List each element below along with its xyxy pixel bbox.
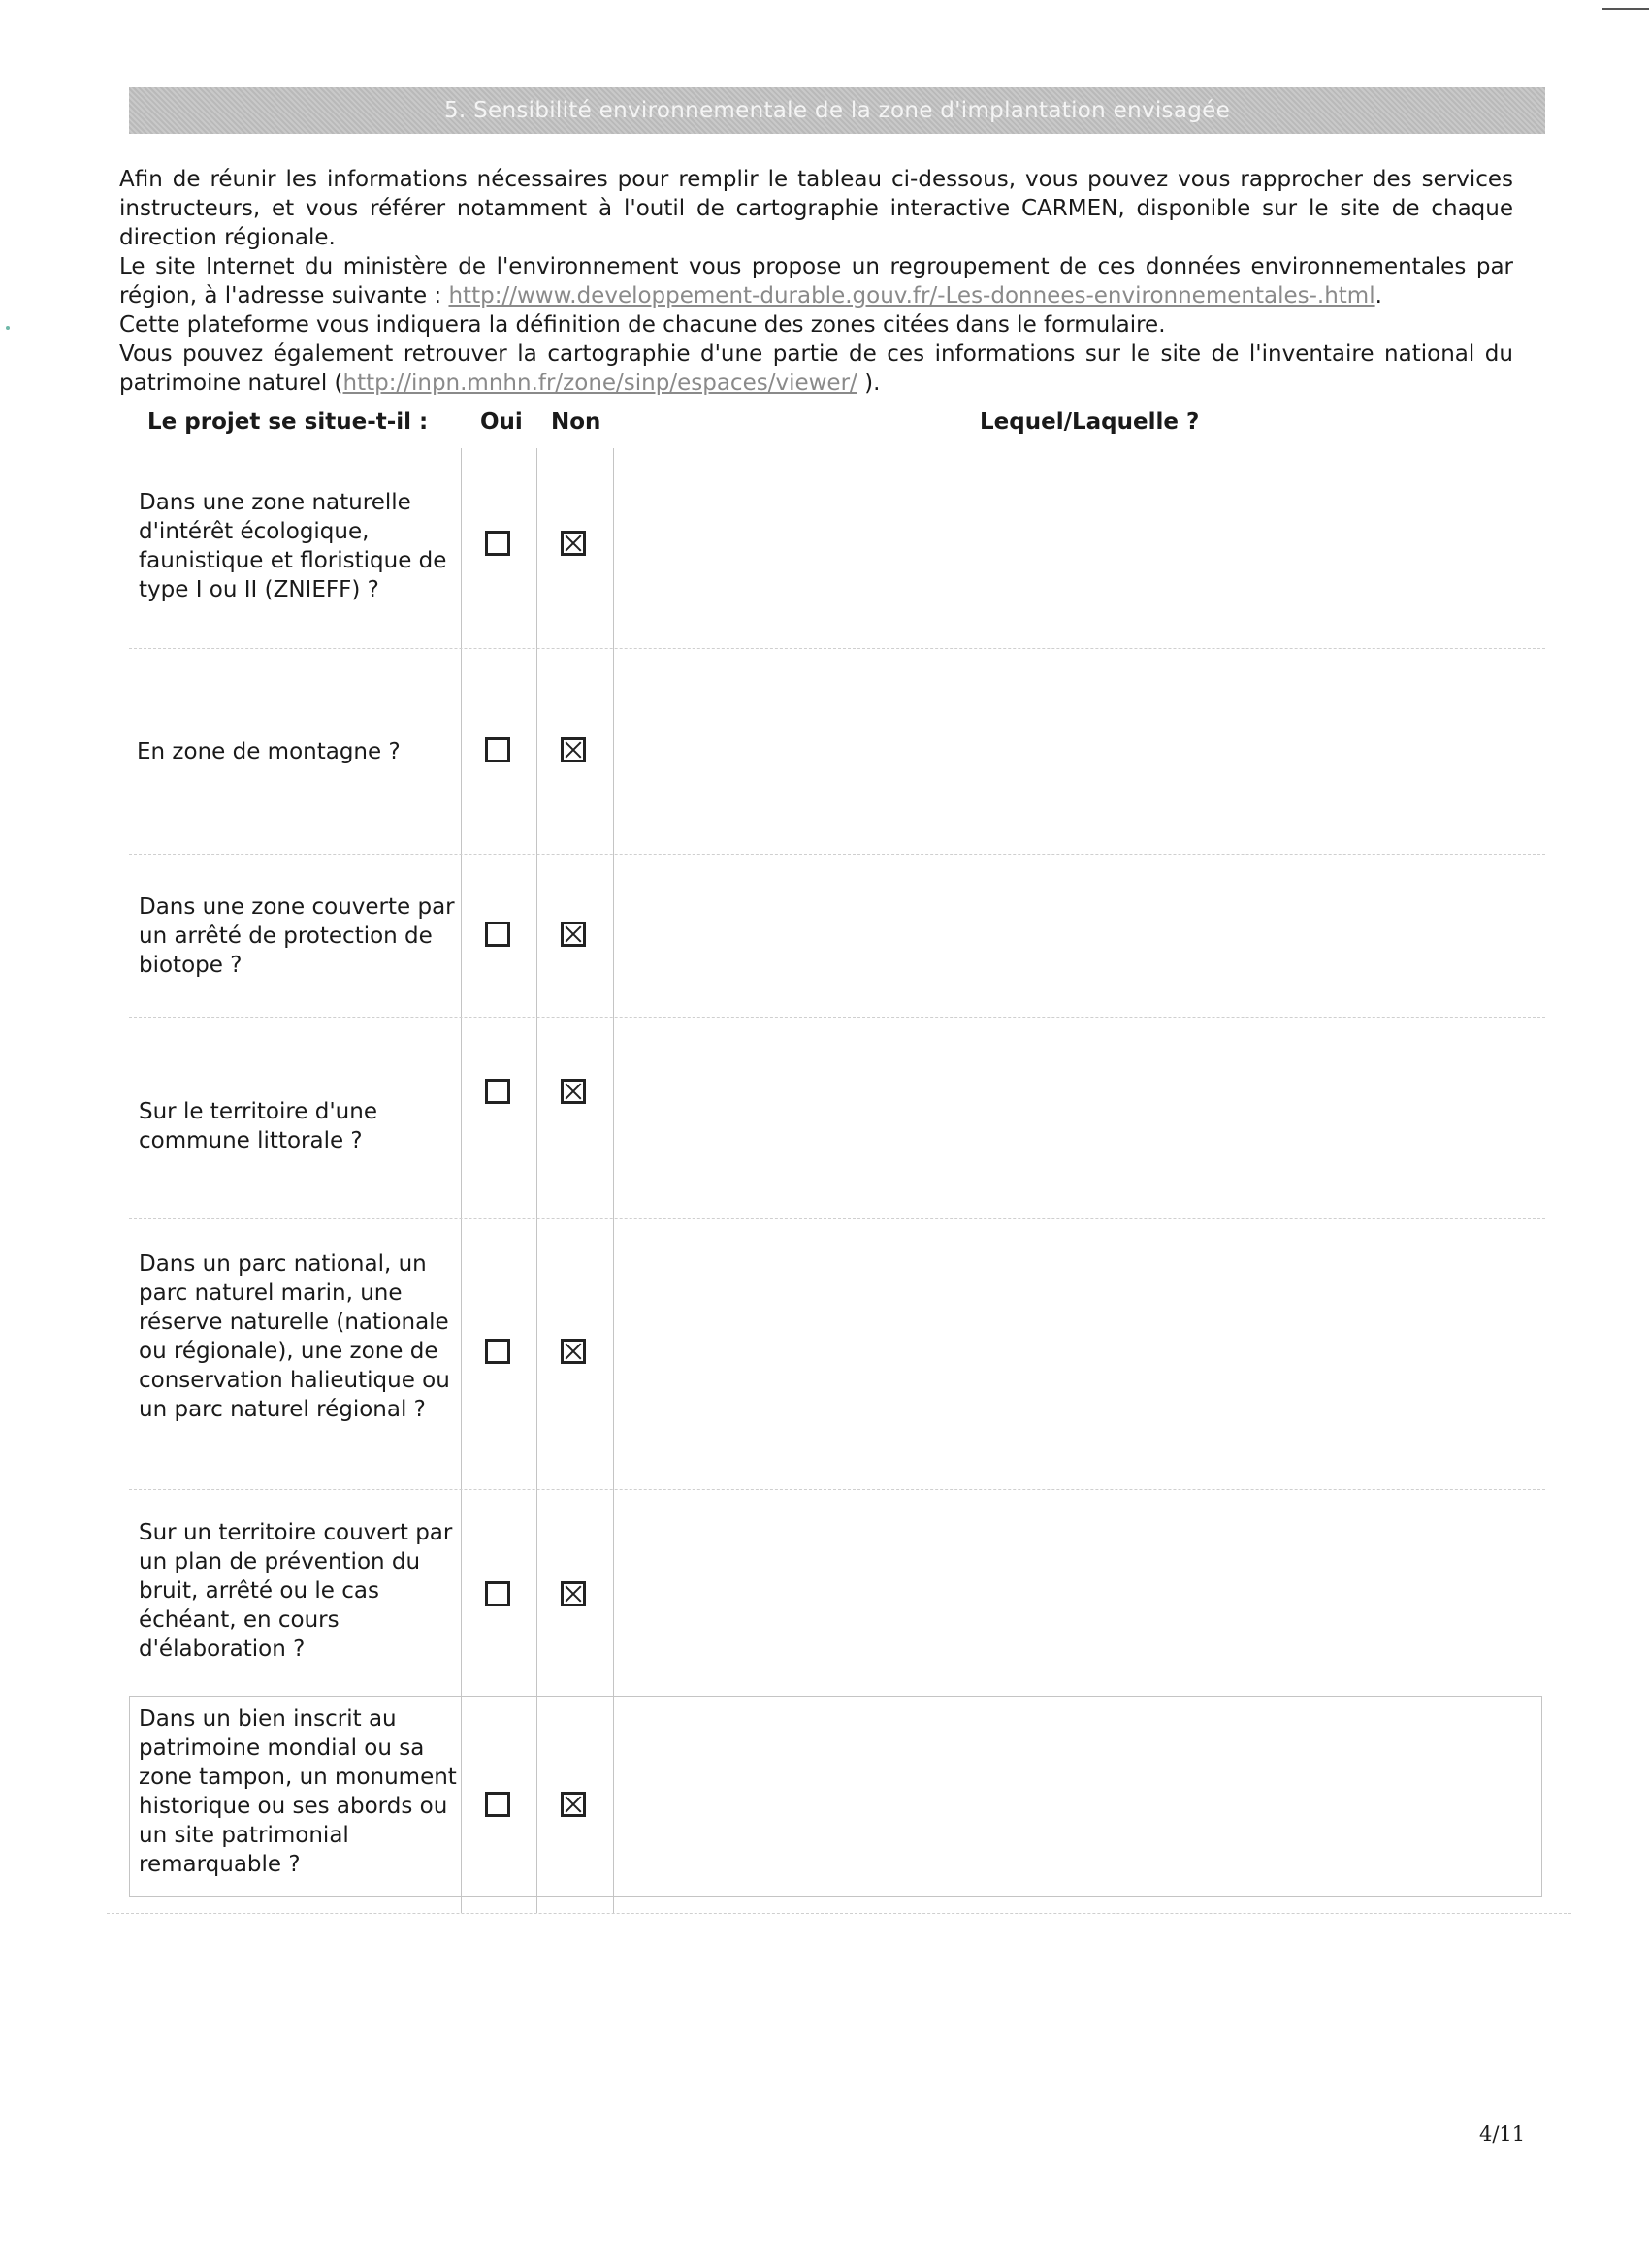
scan-speck [6, 326, 10, 330]
intro-paragraph-3: Cette plateforme vous indiquera la définition de chacune des zones citées dans le formulaire. [119, 312, 1166, 338]
row-label-biotope: Dans une zone couverte par un arrêté de protection de biotope ? [139, 894, 455, 978]
table-rule-horizontal [107, 1913, 1571, 1914]
table-rule-horizontal [129, 854, 1545, 855]
scan-corner-mark [1602, 8, 1649, 10]
checkbox-oui-patrimoine[interactable] [485, 1792, 510, 1817]
intro-paragraph-1: Afin de réunir les informations nécessaires pour remplir le tableau ci-dessous, vous pouvez vous rapprocher des services instructeurs, et vous référer notamment à l'outil de cartographie interactive CARMEN, disponible sur le site de chaque direction régionale. [119, 167, 1513, 250]
checkbox-non-parc[interactable] [561, 1339, 586, 1364]
table-rule-vertical [536, 448, 537, 1913]
checkbox-non-montagne[interactable] [561, 737, 586, 762]
intro-paragraph-4 [119, 340, 1513, 398]
header-oui: Oui [480, 409, 523, 435]
section-title: 5. Sensibilité environnementale de la zone d'implantation envisagée [129, 87, 1545, 134]
checkbox-oui-bruit[interactable] [485, 1581, 510, 1606]
page-number: 4/11 [1479, 2122, 1526, 2146]
intro-text [119, 165, 1513, 398]
checkbox-oui-littoral[interactable] [485, 1079, 510, 1104]
environment-data-link[interactable]: http://www.developpement-durable.gouv.fr/-Les-donnees-environnementales-.html [448, 283, 1375, 308]
row-label-patrimoine: Dans un bien inscrit au patrimoine mondial ou sa zone tampon, un monument historique ou ses abords ou un site patrimonial remarquable ? [139, 1706, 457, 1877]
table-rule-horizontal [129, 648, 1545, 649]
row-label-parc: Dans un parc national, un parc naturel marin, une réserve naturelle (nationale ou régionale), une zone de conservation halieutique ou un parc naturel régional ? [139, 1251, 450, 1422]
checkbox-non-patrimoine[interactable] [561, 1792, 586, 1817]
checkbox-non-bruit[interactable] [561, 1581, 586, 1606]
row-label-znieff: Dans une zone naturelle d'intérêt écologique, faunistique et floristique de type I ou II (ZNIEFF) ? [139, 490, 447, 602]
row-label-bruit: Sur un territoire couvert par un plan de prévention du bruit, arrêté ou le cas échéant, en cours d'élaboration ? [139, 1520, 453, 1662]
row-label-littoral: Sur le territoire d'une commune littorale ? [139, 1099, 377, 1153]
checkbox-oui-parc[interactable] [485, 1339, 510, 1364]
intro-paragraph-2-text: Le site Internet du ministère de l'environnement vous propose un regroupement de ces données environnementales par région, à l'adresse suivante : [119, 254, 1513, 308]
checkbox-oui-znieff[interactable] [485, 531, 510, 556]
checkbox-non-biotope[interactable] [561, 922, 586, 947]
table-rule-vertical [613, 448, 614, 1913]
table-rule-horizontal [129, 1017, 1545, 1018]
checkbox-non-littoral[interactable] [561, 1079, 586, 1104]
header-question: Le projet se situe-t-il : [147, 409, 429, 435]
row-label-montagne: En zone de montagne ? [137, 739, 401, 764]
table-rule-horizontal [129, 1489, 1545, 1490]
intro-paragraph-4-end: ). [857, 371, 881, 396]
table-rule-vertical [461, 448, 462, 1913]
intro-paragraph-2 [119, 252, 1513, 310]
checkbox-non-znieff[interactable] [561, 531, 586, 556]
header-non: Non [551, 409, 601, 435]
intro-paragraph-4-text: Vous pouvez également retrouver la cartographie d'une partie de ces informations sur le site de l'inventaire national du patrimoine naturel ( [119, 341, 1513, 396]
intro-paragraph-2-end: . [1374, 283, 1382, 308]
table-rule-horizontal [129, 1218, 1545, 1219]
checkbox-oui-biotope[interactable] [485, 922, 510, 947]
inpn-viewer-link[interactable]: http://inpn.mnhn.fr/zone/sinp/espaces/viewer/ [342, 371, 857, 396]
checkbox-oui-montagne[interactable] [485, 737, 510, 762]
header-which: Lequel/Laquelle ? [980, 409, 1200, 435]
